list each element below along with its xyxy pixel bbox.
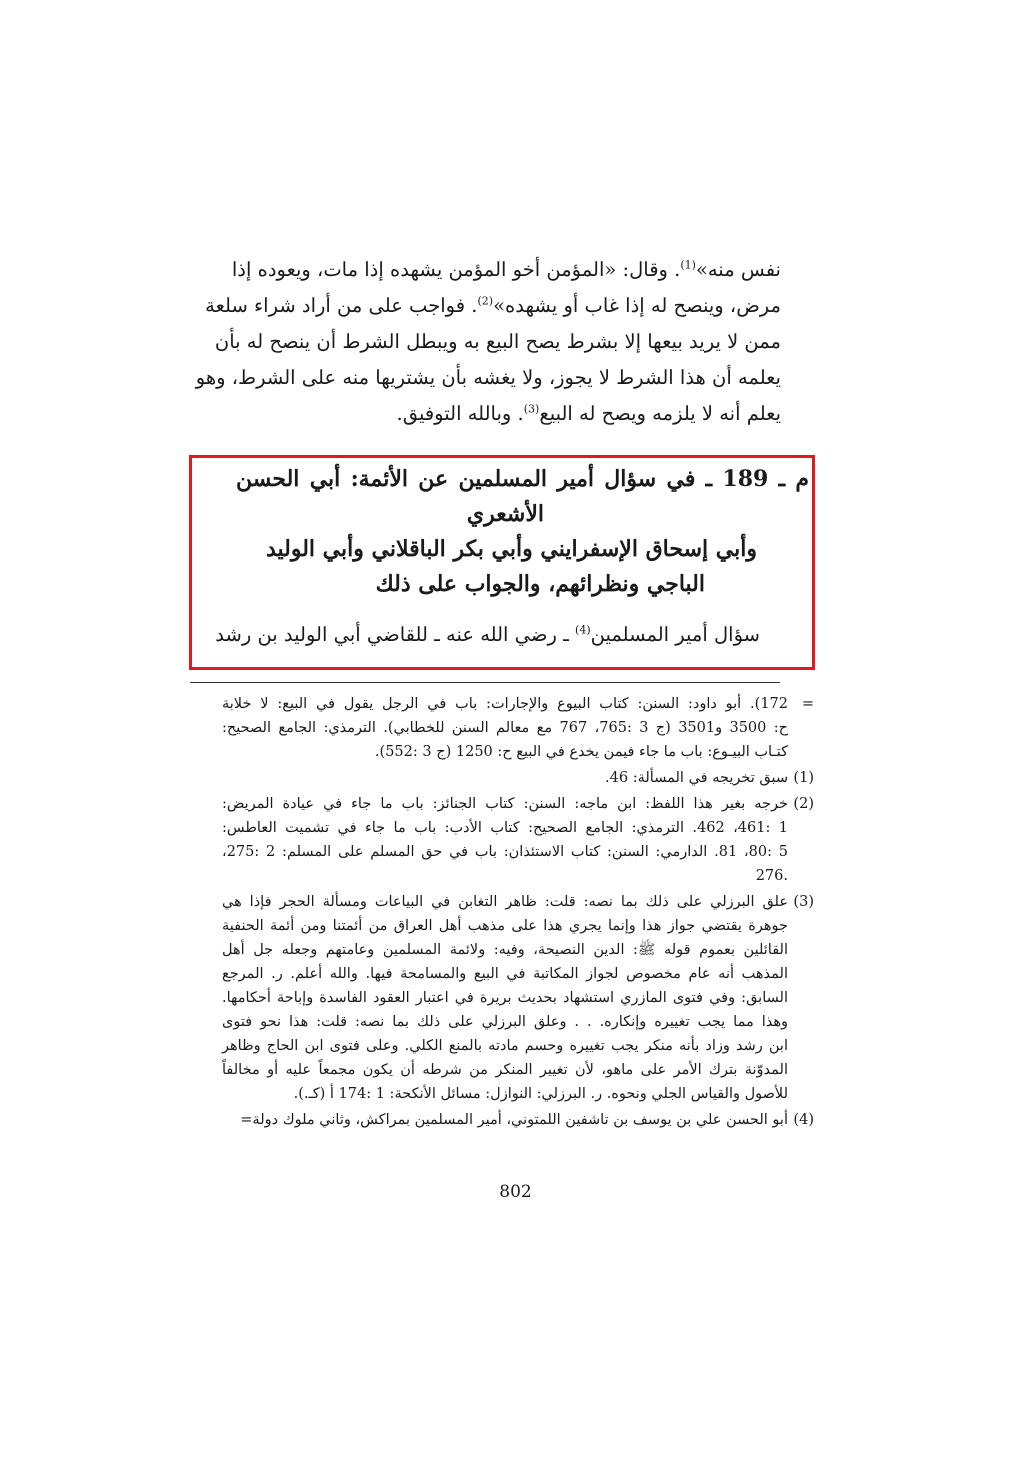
body-line: يعلمه أن هذا الشرط لا يجوز، ولا يغشه بأن يشتريها منه على الشرط، وهو [195, 366, 781, 389]
body-line: مرض، وينصح له إذا غاب أو يشهده»$^{(2)}$. فواجب على من أراد شراء سلعة [205, 294, 781, 317]
footnote-line: 5 :80، 81. الدارمي: السنن: كتاب الاستئذان: باب في حق المسلم على المسلم: 2 :275، [222, 844, 788, 860]
footnote [222, 792, 814, 888]
heading-line-4: الباجي ونظرائهم، والجواب على ذلك [375, 571, 705, 597]
footnote-number: (1) [793, 770, 814, 786]
footnote-line: 172). أبو داود: السنن: كتاب البيوع والإجارات: باب في الرجل يقول في البيع: لا خلابة [222, 696, 788, 712]
footnote-line: ابن رشد وزاد بأنه منكر يجب تغييره وحسم مادته بالمنع الكلي. وعلى فتوى ابن الحاج وظاهر [222, 1038, 788, 1054]
footnote-number: (2) [793, 796, 814, 812]
footnote-number: = [801, 696, 814, 712]
footnote-line: 1 :461، 462. الترمذي: الجامع الصحيح: كتاب الأدب: باب ما جاء في تشميت العاطس: [222, 820, 788, 836]
footnote-line: جوهرة يقتضي جواز هذا وإنما يجري هذا على مذهب أهل العراق من أئمتنا ومن أئمة الحنفية [222, 918, 788, 934]
footnote [222, 1108, 814, 1132]
footnote-number: (4) [793, 1112, 814, 1128]
footnote [222, 766, 814, 790]
footnote [222, 692, 814, 764]
footnote-line: ح: 3500 و3501 (ج 3 :765، 767 مع معالم السنن للخطابي). الترمذي: الجامع الصحيح: [222, 720, 788, 736]
body-line: نفس منه»$^{(1)}$. وقال: «المؤمن أخو المؤمن يشهده إذا مات، ويعوده إذا [231, 258, 781, 281]
page-number: 802 [499, 1182, 532, 1202]
body-line: يعلم أنه لا يلزمه ويصح له البيع$^{(3)}$. وبالله التوفيق. [396, 402, 781, 425]
footnote-line: المذهب أنه عام مخصوص لجواز المكاتبة في البيع والمسامحة فيها. والله أعلم. ر. المرجع [222, 966, 788, 982]
footnote-line: وهذا مما يجب تغييره وإنكاره. . . وعلق البرزلي على ذلك بما نصه: قلت: هذا نحو فتوى [222, 1014, 788, 1030]
section-heading [236, 462, 809, 602]
heading-line-3: وأبي إسحاق الإسفرايني وأبي بكر الباقلاني وأبي الوليد [265, 536, 757, 562]
footnote-line: القائلين بعموم قوله ﷺ: الدين النصيحة، وفيه: ولائمة المسلمين وعامتهم وجعله جل أهل [222, 942, 788, 958]
footnote-divider [190, 682, 780, 683]
footnote-line: سبق تخريجه في المسألة: 46. [605, 770, 788, 786]
footnote-line: المدوّنة بترك الأمر على ماهو، لأن تغيير المنكر من شرطه أن يكون مجمعاً عليه أو مخالفاً [222, 1062, 788, 1078]
footnote-line: السابق: وفي فتوى المازري استشهاد بحديث بريرة في اعتبار العقود الفاسدة وإباحة أحكامها. [222, 990, 788, 1006]
footnote-line: كتـاب البيـوع: باب ما جاء فيمن يخدع في البيع ح: 1250 (ج 3 :552). [374, 744, 788, 760]
footnote-line: أبو الحسن علي بن يوسف بن تاشفين اللمتوني، أمير المسلمين بمراكش، وثاني ملوك دولة= [240, 1112, 788, 1128]
footnotes [222, 692, 814, 1134]
body-line: ممن لا يريد بيعها إلا بشرط يصح البيع به ويبطل الشرط أن ينصح له بأن [214, 330, 781, 353]
footnote-line: خرجه بغير هذا اللفظ: ابن ماجه: السنن: كتاب الجنائز: باب ما جاء في عيادة المريض: [222, 796, 788, 812]
footnote-number: (3) [793, 894, 814, 910]
footnote-line: علق البرزلي على ذلك بما نصه: قلت: ظاهر التغابن في البياعات ومسألة الحجر فإذا هي [222, 894, 788, 910]
footnote-line: .276 [755, 868, 788, 884]
body-paragraph [195, 252, 781, 432]
heading-line-2: الأشعري [466, 501, 544, 527]
footnote-line: للأصول والقياس الجلي ونحوه. ر. البرزلي: النوازل: مسائل الأنكحة: 1 :174 أ (كـ.). [293, 1086, 788, 1102]
heading-line-1: م ـ 189 ـ في سؤال أمير المسلمين عن الأئمة: أبي الحسن [236, 466, 809, 492]
question-subline: سؤال أمير المسلمين$^{(4)}$ ـ رضي الله عنه ـ للقاضي أبي الوليد بن رشد [215, 623, 760, 646]
footnote [222, 890, 814, 1106]
